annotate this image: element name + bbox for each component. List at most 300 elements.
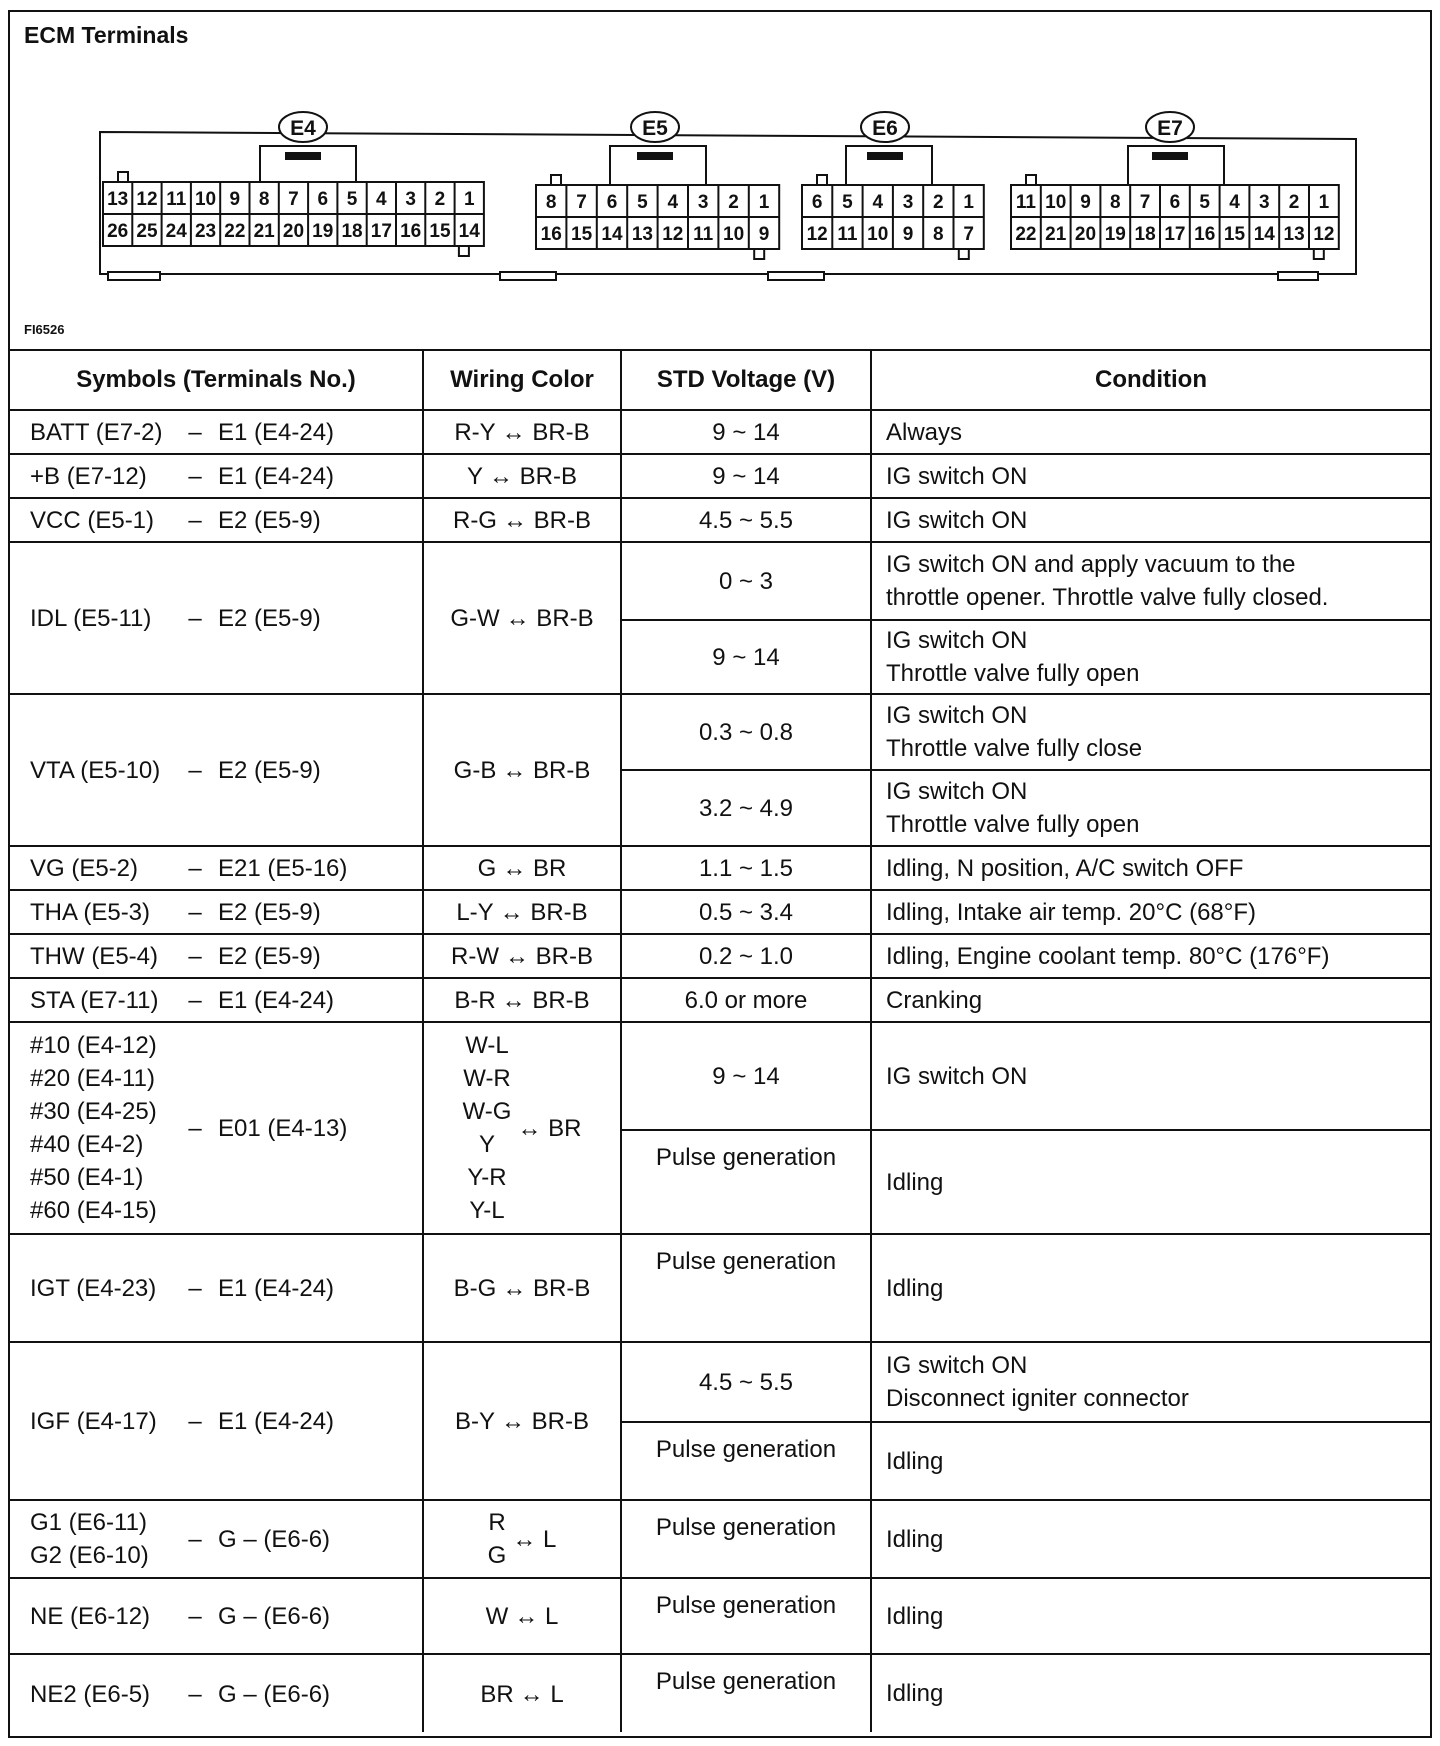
condition-cell	[871, 770, 1430, 846]
std-voltage-cell: 9 ~ 14	[621, 454, 871, 498]
pin-number: 1	[463, 189, 475, 210]
wire-color: B-R	[454, 987, 496, 1015]
table-row	[10, 1500, 1430, 1578]
condition-line: Throttle valve fully close	[886, 735, 1143, 762]
dash-separator: –	[188, 943, 202, 971]
symbol-cell	[10, 1342, 423, 1500]
condition-line: IG switch ON	[886, 778, 1028, 805]
pin-number: 10	[867, 224, 889, 245]
pin-number: 13	[107, 189, 129, 210]
condition-cell	[871, 978, 1430, 1022]
wiring-color-cell	[423, 1578, 621, 1654]
symbol-cell	[10, 934, 423, 978]
pin-number: 6	[811, 192, 823, 213]
ground-terminal: E2 (E5-9)	[218, 899, 321, 927]
condition-cell	[871, 694, 1430, 770]
table-row	[10, 454, 1430, 498]
ground-terminal: E1 (E4-24)	[218, 419, 335, 447]
ground-terminal: G – (E6-6)	[218, 1680, 331, 1708]
terminal-symbol: THA (E5-3)	[30, 899, 151, 927]
terminal-symbol: #10 (E4-12)	[30, 1032, 157, 1059]
condition-line: Idling	[886, 1525, 944, 1553]
pin-number: 13	[1283, 224, 1305, 245]
terminal-symbols	[30, 602, 178, 635]
ground-terminal: E2 (E5-9)	[218, 757, 321, 785]
symbol-cell	[10, 410, 423, 454]
table-row	[10, 410, 1430, 454]
ground-terminal: E01 (E4-13)	[218, 1114, 348, 1142]
connector-lock-tab	[260, 146, 356, 182]
connector-e6	[802, 112, 984, 259]
terminal-symbol: G1 (E6-11)	[30, 1509, 147, 1536]
wiring-color-cell	[423, 1022, 621, 1234]
pin-number: 2	[728, 192, 739, 213]
condition-cell	[871, 1234, 1430, 1342]
terminal-symbols	[30, 896, 178, 929]
terminal-symbols	[30, 504, 178, 537]
wire-ground-color: ↔ BR-B	[501, 1408, 590, 1436]
terminal-table	[10, 349, 1430, 1732]
table-row	[10, 694, 1430, 770]
terminal-symbol: #40 (E4-2)	[30, 1131, 144, 1158]
terminal-symbols	[30, 1506, 178, 1572]
ground-terminal: G – (E6-6)	[218, 1603, 331, 1631]
std-voltage-cell: 4.5 ~ 5.5	[621, 498, 871, 542]
header-symbols: Symbols (Terminals No.)	[10, 350, 423, 410]
table-header-row	[10, 350, 1430, 410]
wire-color: Y-R	[467, 1164, 507, 1191]
housing-foot	[500, 272, 556, 280]
wire-ground-color: ↔ BR-B	[505, 605, 594, 633]
ground-terminal: E1 (E4-24)	[218, 463, 335, 491]
pin-number: 9	[1080, 192, 1091, 213]
condition-cell	[871, 1422, 1430, 1500]
std-voltage-cell: Pulse generation	[621, 1234, 871, 1342]
key-tab	[1026, 175, 1036, 185]
condition-line: Idling	[886, 1274, 944, 1302]
pin-number: 16	[540, 224, 562, 245]
condition-line: Idling	[886, 1602, 944, 1630]
wire-color: W	[485, 1603, 509, 1631]
std-voltage-cell: 9 ~ 14	[621, 1022, 871, 1130]
wire-color: W-L	[465, 1032, 509, 1059]
table-row	[10, 846, 1430, 890]
condition-line: IG switch ON	[886, 1062, 1028, 1090]
symbol-cell	[10, 1234, 423, 1342]
wire-color: R-Y	[454, 419, 496, 447]
wiring-color-cell	[423, 542, 621, 694]
condition-line: IG switch ON	[886, 1352, 1028, 1379]
pin-number: 14	[458, 221, 480, 242]
wire-ground-color: ↔ BR-B	[501, 987, 590, 1015]
condition-cell	[871, 1130, 1430, 1234]
condition-cell	[871, 620, 1430, 694]
wire-ground-color: ↔ BR-B	[502, 1275, 591, 1303]
std-voltage-cell: 6.0 or more	[621, 978, 871, 1022]
wire-ground-color: ↔ BR-B	[499, 899, 588, 927]
pin-number: 11	[837, 224, 858, 245]
wire-color: R-W	[451, 943, 499, 971]
ground-terminal: G – (E6-6)	[218, 1525, 331, 1553]
connector-lock-tab	[1128, 146, 1224, 185]
table-row	[10, 1654, 1430, 1732]
pin-number: 7	[963, 224, 974, 245]
pin-number: 22	[224, 221, 246, 242]
std-voltage-cell: Pulse generation	[621, 1422, 871, 1500]
condition-line: Disconnect igniter connector	[886, 1385, 1189, 1412]
wire-ground-color: ↔ BR	[502, 855, 567, 883]
condition-cell	[871, 410, 1430, 454]
dash-separator: –	[188, 605, 202, 633]
pin-number: 12	[806, 224, 828, 245]
pin-number: 21	[1045, 224, 1067, 245]
pin-number: 15	[571, 224, 593, 245]
terminal-symbol: NE2 (E6-5)	[30, 1680, 151, 1708]
connector-id: E5	[642, 117, 668, 140]
dash-separator: –	[188, 987, 202, 1015]
table-row	[10, 934, 1430, 978]
table-row	[10, 1022, 1430, 1130]
header-std-voltage: STD Voltage (V)	[621, 350, 871, 410]
wiring-color-cell	[423, 1342, 621, 1500]
terminal-symbol: STA (E7-11)	[30, 987, 159, 1015]
terminal-symbol: #50 (E4-1)	[30, 1164, 144, 1191]
terminal-symbol: IDL (E5-11)	[30, 605, 152, 633]
wire-ground-color: ↔ BR-B	[501, 419, 590, 447]
pin-number: 10	[1045, 192, 1067, 213]
table-row	[10, 542, 1430, 620]
condition-cell	[871, 1500, 1430, 1578]
pin-number: 7	[576, 192, 587, 213]
pin-number: 2	[1288, 192, 1300, 213]
pin-number: 8	[545, 192, 557, 213]
wire-colors	[451, 940, 499, 973]
wire-color: L-Y	[456, 899, 494, 927]
wire-color: G	[477, 855, 497, 883]
dash-separator: –	[188, 507, 202, 535]
pin-number: 5	[1199, 192, 1210, 213]
std-voltage-cell: 4.5 ~ 5.5	[621, 1342, 871, 1422]
pin-number: 7	[288, 189, 299, 210]
symbol-cell	[10, 978, 423, 1022]
std-voltage-cell: Pulse generation	[621, 1500, 871, 1578]
page-title: ECM Terminals	[24, 22, 189, 48]
std-voltage-cell: 9 ~ 14	[621, 620, 871, 694]
condition-cell	[871, 890, 1430, 934]
condition-line: Idling, Intake air temp. 20°C (68°F)	[886, 898, 1257, 926]
wire-colors	[454, 1272, 497, 1305]
pin-number: 4	[376, 189, 387, 210]
wiring-color-cell	[423, 1500, 621, 1578]
pin-number: 17	[370, 221, 392, 242]
pin-number: 14	[601, 224, 623, 245]
housing-foot	[768, 272, 824, 280]
pin-number: 1	[758, 192, 770, 213]
pin-number: 9	[758, 224, 770, 245]
pin-number: 24	[165, 221, 187, 242]
dash-separator: –	[188, 419, 202, 447]
std-voltage-cell: 0.2 ~ 1.0	[621, 934, 871, 978]
pin-number: 10	[194, 189, 217, 210]
terminal-symbols	[30, 416, 178, 449]
terminal-symbol: #20 (E4-11)	[30, 1065, 155, 1092]
pin-number: 15	[429, 221, 451, 242]
pin-number: 11	[1015, 192, 1036, 213]
ground-terminal: E2 (E5-9)	[218, 943, 321, 971]
terminal-symbols	[30, 1678, 178, 1711]
key-tab	[754, 249, 764, 259]
pin-number: 3	[1259, 192, 1270, 213]
dash-separator: –	[188, 1114, 202, 1142]
header-condition: Condition	[871, 350, 1430, 410]
pin-number: 6	[1169, 192, 1181, 213]
header-wiring-color: Wiring Color	[423, 350, 621, 410]
symbol-cell	[10, 846, 423, 890]
condition-line: IG switch ON	[886, 627, 1028, 654]
pin-number: 23	[194, 221, 217, 242]
wire-ground-color: ↔ BR-B	[489, 463, 578, 491]
connector-latch	[285, 152, 321, 160]
table-row	[10, 498, 1430, 542]
wire-color: R	[488, 1509, 506, 1536]
wire-color: G-W	[450, 605, 500, 633]
pin-number: 1	[1318, 192, 1330, 213]
dash-separator: –	[188, 1408, 202, 1436]
figure-code: FI6526	[24, 322, 65, 337]
terminal-symbol: VCC (E5-1)	[30, 507, 155, 535]
wire-colors	[478, 852, 497, 885]
wire-colors	[463, 1029, 512, 1227]
terminal-symbol: G2 (E6-10)	[30, 1542, 149, 1569]
symbol-cell	[10, 1578, 423, 1654]
condition-cell	[871, 498, 1430, 542]
std-voltage-cell: 0.5 ~ 3.4	[621, 890, 871, 934]
terminal-symbols	[30, 1029, 178, 1227]
std-voltage-cell: 3.2 ~ 4.9	[621, 770, 871, 846]
std-voltage-cell: Pulse generation	[621, 1130, 871, 1234]
condition-line: Idling, Engine coolant temp. 80°C (176°F)	[886, 942, 1330, 970]
dash-separator: –	[188, 855, 202, 883]
connector-lock-tab	[610, 146, 706, 185]
condition-line: Idling, N position, A/C switch OFF	[886, 854, 1244, 882]
pin-number: 22	[1015, 224, 1037, 245]
wire-color: R-G	[452, 507, 497, 535]
wire-color: G-B	[453, 757, 497, 785]
terminal-symbol: VTA (E5-10)	[30, 757, 161, 785]
wire-color: W-G	[462, 1098, 512, 1125]
pin-number: 13	[631, 224, 653, 245]
condition-line: Always	[886, 418, 963, 446]
key-tab	[817, 175, 827, 185]
wire-ground-color: ↔ L	[512, 1525, 557, 1553]
ground-terminal: E1 (E4-24)	[218, 1408, 335, 1436]
wiring-color-cell	[423, 1234, 621, 1342]
wiring-color-cell	[423, 890, 621, 934]
wire-colors	[480, 1678, 513, 1711]
connector-lock-tab	[846, 146, 932, 185]
pin-number: 5	[346, 189, 358, 210]
condition-line: Cranking	[886, 986, 983, 1014]
wire-colors	[454, 754, 497, 787]
key-tab	[959, 249, 969, 259]
wire-colors	[453, 504, 497, 537]
symbol-cell	[10, 1500, 423, 1578]
pin-number: 12	[136, 189, 158, 210]
wire-ground-color: ↔ L	[514, 1603, 559, 1631]
pin-number: 14	[1253, 224, 1275, 245]
condition-line: Idling	[886, 1447, 944, 1475]
pin-number: 16	[1194, 224, 1216, 245]
symbol-cell	[10, 542, 423, 694]
std-voltage-cell: 0 ~ 3	[621, 542, 871, 620]
terminal-symbol: NE (E6-12)	[30, 1603, 151, 1631]
symbol-cell	[10, 694, 423, 846]
pin-number: 6	[606, 192, 618, 213]
terminal-symbol: #30 (E4-25)	[30, 1098, 157, 1125]
wire-ground-color: ↔ L	[519, 1680, 564, 1708]
pin-number: 1	[963, 192, 974, 213]
symbol-cell	[10, 454, 423, 498]
condition-cell	[871, 454, 1430, 498]
table-row	[10, 1234, 1430, 1342]
pin-number: 20	[1074, 224, 1097, 245]
pin-number: 16	[400, 221, 422, 242]
connector-latch	[1152, 152, 1188, 160]
connector-id: E6	[872, 117, 898, 140]
condition-line: IG switch ON	[886, 462, 1028, 490]
wire-colors	[456, 896, 493, 929]
ground-terminal: E1 (E4-24)	[218, 987, 335, 1015]
wire-color: BR	[480, 1680, 514, 1708]
std-voltage-cell: 1.1 ~ 1.5	[621, 846, 871, 890]
condition-cell	[871, 1342, 1430, 1422]
pin-number: 2	[933, 192, 944, 213]
wire-color: Y	[466, 463, 483, 491]
housing-foot	[108, 272, 160, 280]
housing-foot	[1278, 272, 1318, 280]
connector-diagram	[10, 12, 1430, 342]
pin-number: 8	[258, 189, 270, 210]
terminal-symbol: +B (E7-12)	[30, 463, 147, 491]
condition-line: Throttle valve fully open	[886, 660, 1140, 687]
table-row	[10, 890, 1430, 934]
std-voltage-cell: 9 ~ 14	[621, 410, 871, 454]
wire-colors	[467, 460, 483, 493]
pin-number: 10	[723, 224, 745, 245]
condition-cell	[871, 542, 1430, 620]
pin-number: 12	[662, 224, 684, 245]
wire-ground-color: ↔ BR	[517, 1114, 582, 1142]
pin-number: 21	[253, 221, 275, 242]
terminal-symbols	[30, 754, 178, 787]
dash-separator: –	[188, 463, 202, 491]
key-tab	[551, 175, 561, 185]
condition-cell	[871, 846, 1430, 890]
connector-id: E7	[1157, 117, 1183, 140]
pin-number: 4	[1229, 192, 1240, 213]
terminal-symbols	[30, 852, 178, 885]
pin-number: 26	[107, 221, 129, 242]
ground-terminal: E1 (E4-24)	[218, 1275, 335, 1303]
wire-color: Y-L	[469, 1197, 505, 1224]
wire-colors	[488, 1506, 507, 1572]
ground-terminal: E2 (E5-9)	[218, 507, 321, 535]
symbol-cell	[10, 1022, 423, 1234]
pin-number: 20	[282, 221, 305, 242]
terminal-symbol: VG (E5-2)	[30, 855, 139, 883]
terminal-symbols	[30, 984, 178, 1017]
pin-number: 8	[1110, 192, 1121, 213]
wiring-color-cell	[423, 934, 621, 978]
symbol-cell	[10, 890, 423, 934]
pin-number: 11	[693, 224, 714, 245]
wire-ground-color: ↔ BR-B	[504, 943, 593, 971]
condition-line: Throttle valve fully open	[886, 811, 1140, 838]
wire-color: B-Y	[454, 1408, 495, 1436]
pin-number: 5	[637, 192, 648, 213]
pin-number: 3	[697, 192, 709, 213]
pin-number: 9	[902, 224, 914, 245]
wire-colors	[455, 1405, 495, 1438]
table-row	[10, 1578, 1430, 1654]
terminal-symbol: THW (E5-4)	[30, 943, 158, 971]
terminal-symbol: #60 (E4-15)	[30, 1197, 157, 1224]
pin-number: 17	[1164, 224, 1186, 245]
wiring-color-cell	[423, 498, 621, 542]
dash-separator: –	[188, 1275, 202, 1303]
symbol-cell	[10, 498, 423, 542]
connector-e7	[1011, 112, 1339, 259]
condition-line: Idling	[886, 1680, 944, 1707]
std-voltage-cell: Pulse generation	[621, 1654, 871, 1732]
wire-color: G	[487, 1542, 507, 1569]
condition-line: IG switch ON	[886, 702, 1028, 729]
pin-number: 11	[166, 189, 187, 210]
dash-separator: –	[188, 1603, 202, 1631]
table-row	[10, 978, 1430, 1022]
condition-cell	[871, 1654, 1430, 1732]
std-voltage-cell: Pulse generation	[621, 1578, 871, 1654]
pin-number: 19	[312, 221, 334, 242]
pin-number: 12	[1313, 224, 1335, 245]
pin-number: 8	[933, 224, 944, 245]
wire-colors	[454, 416, 495, 449]
pin-number: 18	[341, 221, 363, 242]
pin-number: 5	[842, 192, 853, 213]
pin-number: 4	[667, 192, 679, 213]
wiring-color-cell	[423, 846, 621, 890]
connector-latch	[637, 152, 673, 160]
wiring-color-cell	[423, 694, 621, 846]
terminal-symbol: IGT (E4-23)	[30, 1275, 157, 1303]
key-tab	[1314, 249, 1324, 259]
condition-cell	[871, 1022, 1430, 1130]
pin-number: 15	[1223, 224, 1246, 245]
condition-line: IG switch ON and apply vacuum to the	[886, 551, 1296, 578]
pin-number: 2	[434, 189, 446, 210]
terminal-symbols	[30, 1600, 178, 1633]
condition-cell	[871, 1578, 1430, 1654]
wiring-color-cell	[423, 454, 621, 498]
condition-cell	[871, 934, 1430, 978]
pin-number: 6	[317, 189, 329, 210]
wire-colors	[454, 984, 495, 1017]
wire-color: W-R	[463, 1065, 511, 1092]
key-tab	[118, 172, 128, 182]
pin-number: 18	[1134, 224, 1156, 245]
pin-number: 25	[136, 221, 158, 242]
wire-ground-color: ↔ BR-B	[502, 757, 591, 785]
